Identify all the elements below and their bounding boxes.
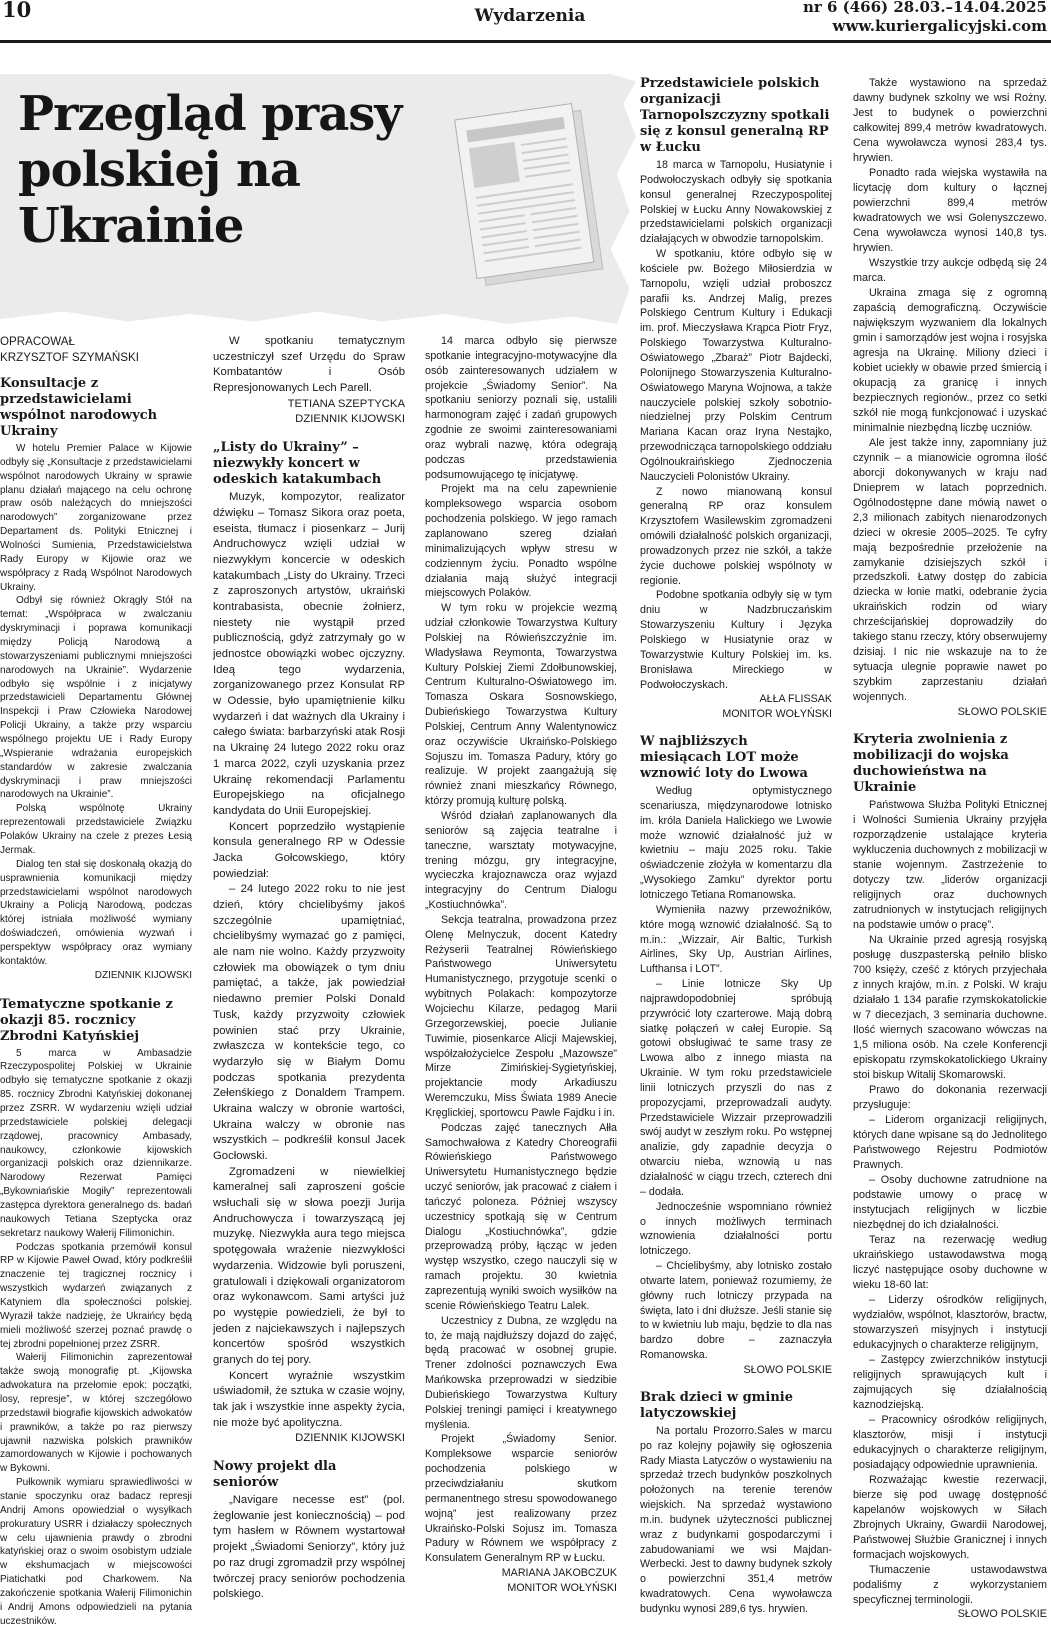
page-header bbox=[0, 0, 1051, 44]
article-source: SŁOWO POLSKIE bbox=[957, 1608, 1047, 1621]
paragraph: Jednocześnie wspomniano również o innych możliwych terminach wznowienia działalności portu lotniczego. bbox=[640, 1200, 832, 1258]
page-number: 10 bbox=[2, 0, 32, 22]
page-title: Przegląd prasy polskiej na Ukrainie bbox=[18, 86, 402, 254]
paragraph: Koncert wyraźnie wszystkim uświadomił, że sztuka w czasie wojny, tak jak i wszystkie inne aspekty życia, nie może być apolityczna. bbox=[213, 1369, 405, 1429]
paragraph: Polską wspólnotę Ukrainy reprezentowali przedstawiciele Związku Polaków Ukrainy na czele z prezes Łesią Jermak. bbox=[0, 803, 192, 856]
paragraph: Z nowo mianowaną konsul generalną RP oraz konsulem Krzysztofem Wasilewskim zgromadzeni omówili działalność polskich organizacji, prowadzonych przez nie szkół, a także życie duchowe polskiej wspólnoty w regionie. bbox=[640, 485, 832, 587]
article-source: MONITOR WOŁYŃSKI bbox=[507, 1581, 617, 1594]
paragraph: Muzyk, kompozytor, realizator dźwięku – Tomasz Sikora oraz poeta, eseista, tłumacz i piosenkarz – Jurij Andruchowycz wzięli udział w niezwykłym koncercie w odeskich katakumbach „Listy do Ukrainy. Trzeci z zaproszonych artystów, ukraiński kontrabasista, obecnie żołnierz, niestety nie wystąpił przed publicznością, gdyż zatrzymały go w jednostce obowiązki wobec ojczyzny. Ideą tego wydarzenia, zorganizowanego przez Konsulat RP w Odessie, było upamiętnienie kilku wydarzeń i dat ważnych dla Ukrainy i całego świata: barbarzyński atak Rosji na Ukrainę 24 lutego 2022 roku oraz 1 marca 2022, czyli uzyskania przez Ukrainę rekomendacji Parlamentu Europejskiego na oficjalnego kandydata do Unii Europejskiej. bbox=[213, 491, 405, 817]
paragraph: – Chcielibyśmy, aby lotnisko zostało otwarte latem, ponieważ rozumiemy, że główny ruch lotniczy przypada na święta, lato i dni dłuższe. Jeśli stanie się to w kwietniu lub maju, będzie to dla nas bardzo dobre – zaznaczyła Romanowska. bbox=[640, 1260, 832, 1362]
paragraph: Uczestnicy z Dubna, ze względu na to, że mają najdłuższy dojazd do zajęć, będą pracować w osobnej grupie. Trener zdolności poznawczych Ewa Mańkowska przeprowadzi w siedzibie Dubieńskiego Towarzystwa Kultury Polskiej treningi pamięci i kreatywnego myślenia. bbox=[425, 1314, 617, 1431]
paragraph: Rozważając kwestie rezerwacji, bierze się pod uwagę dostępność kapelanów wojskowych w Siłach Zbrojnych Ukrainy, Gwardii Narodowej, Państwowej Służbie Granicznej i innych formacjach wojskowych. bbox=[853, 1473, 1047, 1561]
article-heading: Kryteria zwolnienia z mobilizacji do wojska duchowieństwa na Ukrainie bbox=[853, 732, 1009, 796]
paragraph: W spotkaniu, które odbyło się w kościele pw. Bożego Miłosierdzia w Tarnopolu, wzięli udział proboszcz parafii ks. Andrzej Malig, prezes Polskiego Centrum Kultury i Edukacji im. prof. Mieczysława Krąpca Piotr Fryz, Polskiego Towarzystwa Kulturalno-Oświatowego „Zbaraż” Piotr Bajdecki, Polonijnego Stowarzyszenia Kulturalno-Oświatowego Maryna Wojnowa, a także nauczyciele polskiej szkoły sobotnio-niedzielnej przy Polskim Centrum Mariana Kacan oraz Iryna Nestajko, przewodnicząca tarnopolskiego oddziału Ogólnoukraińskiego Zjednoczenia Nauczycieli Polonistów Ukrainy. bbox=[640, 248, 832, 483]
paragraph: W spotkaniu tematycznym uczestniczył szef Urzędu do Spraw Kombatantów i Osób Represjonowanych Lech Parell. bbox=[213, 335, 405, 395]
paragraph: Państwowa Służba Polityki Etnicznej i Wolności Sumienia Ukrainy przyjęła rozporządzenie ustalające kryteria wykluczenia duchownych z mobilizacji w stanie wojennym. Zastrzeżenie to dotyczy tzw. „liderów organizacji religijnych oraz duchownych zatrudnionych w instytucjach religijnych na podstawie umów o pracę”. bbox=[853, 799, 1047, 932]
byline-label: OPRACOWAŁ bbox=[0, 335, 75, 348]
paragraph: Wałerij Filimonichin zaprezentował także swoją monografię pt. „Kijowska adwokatura na przełomie epok: początki, losy, represje”, w której szczegółowo przedstawił biografie kijowskich adwokatów i prawników, a także po raz pierwszy ujawnił nazwiska polskich prawników zamordowanych w Kijowie i pochowanych w Bykowni. bbox=[0, 1352, 192, 1475]
paragraph: – Osoby duchowne zatrudnione na podstawie umowy o pracę w instytucjach religijnych w liczbie niezbędnej do ich działalności. bbox=[853, 1173, 1047, 1231]
column-5 bbox=[853, 76, 1047, 1622]
paragraph: Wymieniła nazwy przewoźników, które mogą wznowić działalność. Są to m.in.: „Wizzair, Air Baltic, Turkish Airlines, Sky Up, Austrian Airlines, Lufthansa i LOT”. bbox=[640, 903, 832, 976]
paragraph: Podczas zajęć tanecznych Ałła Samochwałowa z Katedry Choreografii Rówieńskiego Państwowego Uniwersytetu Humanistycznego będzie uczyć seniorów, jak pracować z ciałem i tańczyć polonezа. Później wszyscy uczestnicy spotkają się w Centrum Dialogu „Kostiuchnówka”, gdzie przeprowadzą próby, łącząc w jeden występ wszystko, czego nauczyli się w ramach projektu. 30 kwietnia zaprezentują wyniki swoich wysiłków na scenie Rówieńskiego Teatru Lalek. bbox=[425, 1121, 617, 1312]
paragraph: Tłumaczenie ustawodawstwa podaliśmy z wykorzystaniem specyficznej terminologii. bbox=[853, 1563, 1047, 1606]
paragraph: Ale jest także inny, zapomniany już czynnik – a mianowicie ogromna ilość aborcji dokonywanych w kraju nad Dnieprem w latach poprzednich. Ogólnodostępne dane mówią nawet o 2,3 milionach zabitych nienarodzonych dzieci w okresie 2005–2025. Te cyfry mają bezpośrednie przełożenie na zamykanie dzisiejszych szkół i przedszkoli. Łatwy dostęp do zabicia dziecka w łonie matki, odebranie życia ukraińskich rodzin od wiary chrześcijańskiej doprowadziły do takiego stanu rzeczy, który obserwujemy dzisiaj. I nic nie wskazuje na to że sytuacja ulegnie poprawie nawet po szybkim zaprzestaniu działań wojennych. bbox=[853, 436, 1047, 704]
paragraph: – Zastępcy zwierzchników instytucji religijnych sprawujących kult i zajmujących się działalnością kaznodziejską. bbox=[853, 1353, 1047, 1411]
article-heading: Brak dzieci w gminie latyczowskiej bbox=[640, 1389, 794, 1421]
paragraph: W hotelu Premier Palace w Kijowie odbyły się „Konsultacje z przedstawicielami wspólnot narodowych Ukrainy w sprawie planu działań mającego na celu ochronę praw osób należących do mniejszości narodowych” zorganizowane przez Departament ds. Polityki Etnicznej i Wolności Sumienia, Przedstawicielstwa Rady Europy w Kijowie oraz we współpracy z Radą Wspólnot Narodowych Ukrainy. bbox=[0, 443, 192, 593]
article-author: MARIANA JAKOBCZUK bbox=[501, 1567, 617, 1580]
byline-author: KRZYSZTOF SZYMAŃSKI bbox=[0, 351, 139, 364]
newspaper-icon bbox=[452, 96, 612, 296]
website-link[interactable]: www.kuriergalicyjski.com bbox=[832, 17, 1047, 35]
article-source: DZIENNIK KIJOWSKI bbox=[94, 969, 192, 981]
column-3 bbox=[425, 334, 617, 1596]
article-heading: Przedstawiciele polskich organizacji Tarnopolszczyzny spotkali się z konsul generalną RP w Łucku bbox=[640, 76, 830, 155]
paragraph: Podobne spotkania odbyły się w tym dniu w Nadzbruczańskim Stowarzyszeniu Kultury i Języka Polskiego w Husiatynie oraz w Towarzystwie Kultury Polskiej im. ks. Bronisława Mireckiego w Podwołoczyskach. bbox=[640, 589, 832, 691]
article-heading: „Listy do Ukrainy” – niezwykły koncert w odeskich katakumbach bbox=[213, 440, 382, 488]
paragraph: 14 marca odbyło się pierwsze spotkanie integracyjno-motywacyjne dla osób zainteresowanych udziałem w projekcie „Świadomy Senior”. Na spotkaniu seniorzy poznali się, ustalili harmonogram zajęć i zadań grupowych zgodnie ze swoimi zainteresowaniami oraz wybrali nazwę, która odegrają podczas przedstawienia podsumowującego tę inicjatywę. bbox=[425, 335, 617, 481]
paragraph: Podczas spotkania przemówił konsul RP w Kijowie Paweł Owad, który podkreślił znaczenie tej tragicznej rocznicy i wszystkich wydarzeń związanych z Katyniem dla społeczności polskiej. Wyraził także nadzieję, że Ukraińcy będą mieli możliwość szerzej poznać prawdę o tej zbrodni popełnionej przez ZSRR. bbox=[0, 1241, 192, 1350]
paragraph: Także wystawiono na sprzedaż dawny budynek szkolny we wsi Rożny. Jest to budynek o powierzchni całkowitej 899,4 metrów kwadratowych. Cena wywoławcza wynosi 283,4 tys. hrywien. bbox=[853, 77, 1047, 164]
section-title: Wydarzenia bbox=[474, 6, 586, 26]
issue-info bbox=[803, 0, 1047, 36]
column-2 bbox=[213, 334, 405, 1603]
paragraph: Koncert poprzedziło wystąpienie konsula generalnego RP w Odessie Jacka Gołcowskiego, który powiedział: bbox=[213, 820, 405, 880]
header-rule bbox=[0, 40, 1051, 43]
paragraph: – Liderzy ośrodków religijnych, wydziałów, wspólnot, klasztorów, bractw, stowarzyszeń misyjnych i instytucji edukacyjnych o charakterze religijnym, bbox=[853, 1293, 1047, 1351]
paragraph: Na Ukrainie przed agresją rosyjską posługę duszpasterską pełniło blisko 700 księży, cześć z których przyjechała z innych krajów, m.in. z Polski. W kraju działało 1 134 parafie rzymskokatolickie w 7 diecezjach, 3 seminaria duchowne. Ilość wiernych szacowano wówczas na 1,5 miliona osób. Na czele Konferencji episkopatu rzymskokatolickiego Ukrainy stoi biskup Witalij Skomarowski. bbox=[853, 934, 1047, 1082]
article-source: SŁOWO POLSKIE bbox=[957, 706, 1047, 719]
article-author: AŁŁA FLISSAK bbox=[759, 693, 832, 706]
article-source: MONITOR WOŁYŃSKI bbox=[722, 708, 832, 721]
paragraph: Zgromadzeni w niewielkiej kameralnej sali zaproszeni goście wsłuchali się w słowa poezji Jurija Andruchowycza i towarzyszącą jej muzykę. Niezwykła aura tego miejsca spotęgowała wrażenie niezwykłości wydarzenia. Widzowie byli poruszeni, gratulowali i dziękowali organizatorom oraz wykonawcom. Sami artyści już po występie powiedzieli, że był to jeden z najciekawszych i najlepszych koncertów spośród wszystkich granych do tej pory. bbox=[213, 1165, 405, 1366]
paragraph: – 24 lutego 2022 roku to nie jest dzień, który chcielibyśmy jakoś szczególnie upamiętniać, chcielibyśmy wymazać go z pamięci, ale nam nie wolno. Każdy przyzwoity człowiek ma obowiązek o tym dniu pamiętać, a także, jak powiedział niedawno premier Polski Donald Tusk, każdy przyzwoity człowiek powinien stać przy Ukrainie, zwłaszcza w kontekście tego, co wydarzyło się w Białym Domu podczas spotkania prezydenta Zełenśkiego z Donaldem Trampem. Ukraina walczy w obronie wartości, Ukraina walczy w obronie nas wszystkich – podkreślił konsul Jacek Gocłowski. bbox=[213, 883, 405, 1162]
paragraph: Na portalu Prozorro.Sales w marcu po raz kolejny pojawiły się ogłoszenia Rady Miasta Latyczów o wystawieniu na sprzedaż trzech budynków poszkolnych położonych na terenie terenów wiejskich. Na sprzedaż wystawiono m.in. budynek użyteczności publicznej wraz z budynkami gospodarczymi i zabudowaniami we wsi Majdan-Werbecki. Jest to dawny budynek szkoły o powierzchni 351,4 metrów kwadratowych. Cena wywoławcza budynku wynosi 289,6 tys. hrywien. bbox=[640, 1424, 832, 1615]
paragraph: 18 marca w Tarnopolu, Husiatynie i Podwołoczyskach odbyły się spotkania konsul generalnej Rzeczypospolitej Polskiej w Łucku Anny Nowakowskiej z przedstawicielami polskich organizacji działających w obwodzie tarnopolskim. bbox=[640, 159, 832, 246]
paragraph: – Pracownicy ośrodków religijnych, klasztorów, misji i instytucji edukacyjnych o charakterze religijnym, posiadający odpowiednie uprawnienia. bbox=[853, 1413, 1047, 1471]
article-heading: W najbliższych miesiącach LOT może wznowić loty do Lwowa bbox=[640, 734, 808, 782]
paragraph: „Navigare necesse est” (pol. żeglowanie jest koniecznością) – pod tym hasłem w Równem wystartował projekt „Świadomi Seniorzy”, który już po raz drugi zgromadził przy wspólnej twórczej pracy seniorów pochodzenia polskiego. bbox=[213, 1494, 405, 1601]
paragraph: Prawo do dokonania rezerwacji przysługuje: bbox=[853, 1084, 1047, 1112]
paragraph: Wszystkie trzy aukcje odbędą się 24 marca. bbox=[853, 256, 1047, 284]
paragraph: Według optymistycznego scenariusza, międzynarodowe lotnisko im. króla Daniela Halickiego we Lwowie może wznowić działalność już w kwietniu – maju 2025 roku. Takie oświadczenie złożyła w komentarzu dla „Wysokiego Zamku” dyrektor portu lotniczego Tetiana Romanowska. bbox=[640, 785, 832, 901]
article-source: DZIENNIK KIJOWSKI bbox=[295, 1432, 405, 1445]
paragraph: Ukraina zmaga się z ogromną zapaścią demograficzną. Oczywiście największym wyzwaniem dla lokalnych gmin i samorządów jest wojna i rosyjska agresja na Ukrainę. Miliony dzieci i kobiet uciekły w obawie przed śmiercią i okupacją za granicę i innych bezpiecznych regionów., przez co setki szkół nie mogą funkcjonować i uzyskać minimalnie niezbędną liczbę uczniów. bbox=[853, 286, 1047, 434]
paragraph: – Linie lotnicze Sky Up najprawdopodobniej spróbują przywrócić loty czarterowe. Mają dobrą siatkę połączeń w całej Europie. Są gotowi obsługiwać te same trasy ze Lwowa albo z innego miasta na Ukrainie. W tym roku przedstawiciele linii lotniczych przyszli do nas z propozycjami, przeprowadzali audyty. Przedstawiciele Wizzair przeprowadzili swój audyt w zeszłym roku. Po wstępnej analizie, gdy zapadnie decyzja o otwarciu nieba, wznowią u nas działalność w ciągu trzech, czterech dni – dodała. bbox=[640, 978, 832, 1198]
paragraph: Dialog ten stał się doskonałą okazją do usprawnienia komunikacji między przedstawicielami wspólnot narodowych Ukrainy a Policją Narodową, podczas której istniała możliwość wymiany doświadczeń, omówienia wyzwań i perspektyw współpracy oraz wymiany kontaktów. bbox=[0, 858, 192, 967]
paragraph: Pułkownik wymiaru sprawiedliwości w stanie spoczynku oraz badacz represji Andrij Amons opowiedział o wysyłkach prokuratury USRR i działaczy społecznych w celu ujawnienia prawdy o zbrodni katyńskiej oraz o swoim osobistym udziale w ekshumacjach w miejscowości Piatichatki pod Charkowem. Na zakończenie spotkania Wałerij Filimonichin i Andrij Amons odpowiedzieli na pytania uczestników. bbox=[0, 1477, 192, 1627]
paragraph: Sekcja teatralna, prowadzona przez Olenę Melnyczuk, docent Katedry Reżyserii Teatralnej Rówieńskiego Państwowego Uniwersytetu Humanistycznego, przygotuje scenki o wybitnych Polakach: kompozytorze Wojciechu Kilarze, pedagog Marii Grzegorzewskiej, poecie Julianie Tuwimie, piosenkarce Alicji Majewskiej, współzałożycielce Zespołu „Mazowsze” Mirze Zimińskiej-Sygietyńskiej, projektancie mody Arkadiuszu Weremczuku, Miss Świata 1989 Anecie Kręglickiej, sportowcu Pawle Fajdku i in. bbox=[425, 913, 617, 1119]
paragraph: Ponadto rada wiejska wystawiła na licytację dom kultury o łącznej powierzchni 899,4 metrów kwadratowych we wsi Golenyszczewo. Cena wywoławcza wynosi 140,8 tys. hrywien. bbox=[853, 166, 1047, 254]
article-heading: Konsultacje z przedstawicielami wspólnot narodowych Ukrainy bbox=[0, 376, 158, 439]
paragraph: – Liderom organizacji religijnych, których dane wpisane są do Jednolitego Państwowego Rejestru Podmiotów Prawnych. bbox=[853, 1114, 1047, 1171]
byline bbox=[0, 334, 192, 366]
paragraph: Projekt „Świadomy Senior. Kompleksowe wsparcie seniorów pochodzenia polskiego w przeciwdziałaniu skutkom permanentnego stresu spowodowanego wojną” jest realizowany przez Ukraińsko-Polski Sojusz im. Tomasza Padury w Równem we współpracy z Konsulatem Generalnym RP w Łucku. bbox=[425, 1433, 617, 1565]
article-heading: Nowy projekt dla seniorów bbox=[213, 1459, 337, 1491]
paragraph: Projekt ma na celu zapewnienie kompleksowego wsparcia osobom pochodzenia polskiego. W jego ramach zaplanowano szereg działań minimalizujących wpływ stresu w codziennym życiu. Ponadto wspólne działania mają służyć integracji miejscowych Polaków. bbox=[425, 483, 617, 600]
issue-number: nr 6 (466) 28.03.–14.04.2025 bbox=[802, 0, 1047, 16]
paragraph: W tym roku w projekcie wezmą udział członkowie Towarzystwa Kultury Polskiej na Rówieńszczyźnie im. Władysława Reymonta, Towarzystwa Kultury Polskiej Ziemi Zdołbunowskiej, Centrum Kulturalno-Oświatowego im. Tomasza Oskara Sosnowskiego, Dubieńskiego Towarzystwa Kultury Polskiej, Centrum Anny Walentynowicz oraz oczywiście Ukraińsko-Polskiego Sojuszu im. Tomasza Padury, który go realizuje. W projekt zaangażują się również znani mieszkańcy Równego, którzy promują kulturę polską. bbox=[425, 602, 617, 808]
article-heading: Tematyczne spotkanie z okazji 85. rocznicy Zbrodni Katyńskiej bbox=[0, 996, 173, 1044]
paragraph: Wśród działań zaplanowanych dla seniorów są zajęcia teatralne i taneczne, warsztaty motywacyjne, trening mózgu, gry integracyjne, wycieczka krajoznawcza oraz wyjazd integracyjny do Centrum Dialogu „Kostiuchnówka”. bbox=[425, 810, 617, 912]
paragraph: 5 marca w Ambasadzie Rzeczypospolitej Polskiej w Ukrainie odbyło się tematyczne spotkanie z okazji 85. rocznicy Zbrodni Katyńskiej dokonanej przez ZSRR. W wydarzeniu wzięli udział przedstawiciele polskiej delegacji rządowej, pracownicy Ambasady, naukowcy, członkowie kijowskich organizacji polskich oraz dziennikarze. Narodowy Rezerwat Pamięci „Bykowniańskie Mogiły” reprezentowali zastępca dyrektora generalnego ds. badań naukowych Tetiana Szeptycka oraz sekretarz naukowy Wałerij Filimonichin. bbox=[0, 1047, 192, 1239]
paragraph: Teraz na rezerwację według ukraińskiego ustawodawstwa mogą liczyć następujące osoby duchowne w wieku 18-60 lat: bbox=[853, 1233, 1047, 1291]
article-author: TETIANA SZEPTYCKA bbox=[287, 397, 405, 410]
paragraph: Odbył się również Okrągły Stół na temat: „Współpraca w zwalczaniu dyskryminacji i poprawa komunikacji między Policją Narodową a stowarzyszeniami publicznymi mniejszości narodowych na Ukrainie”. Wydarzenie odbyło się wspólnie i z inicjatywy przedstawicieli Departamentu Głównej Inspekcji i Praw Człowieka Narodowej Policji Ukrainy, a także przy wsparciu wspólnego projektu UE i Rady Europy „Wspieranie wdrażania europejskich standardów w zakresie zwalczania dyskryminacji i praw mniejszości narodowych na Ukrainie”. bbox=[0, 595, 192, 801]
article-source: DZIENNIK KIJOWSKI bbox=[295, 413, 405, 426]
column-4 bbox=[640, 76, 832, 1617]
article-source: SŁOWO POLSKIE bbox=[743, 1363, 832, 1376]
column-1 bbox=[0, 334, 192, 1629]
